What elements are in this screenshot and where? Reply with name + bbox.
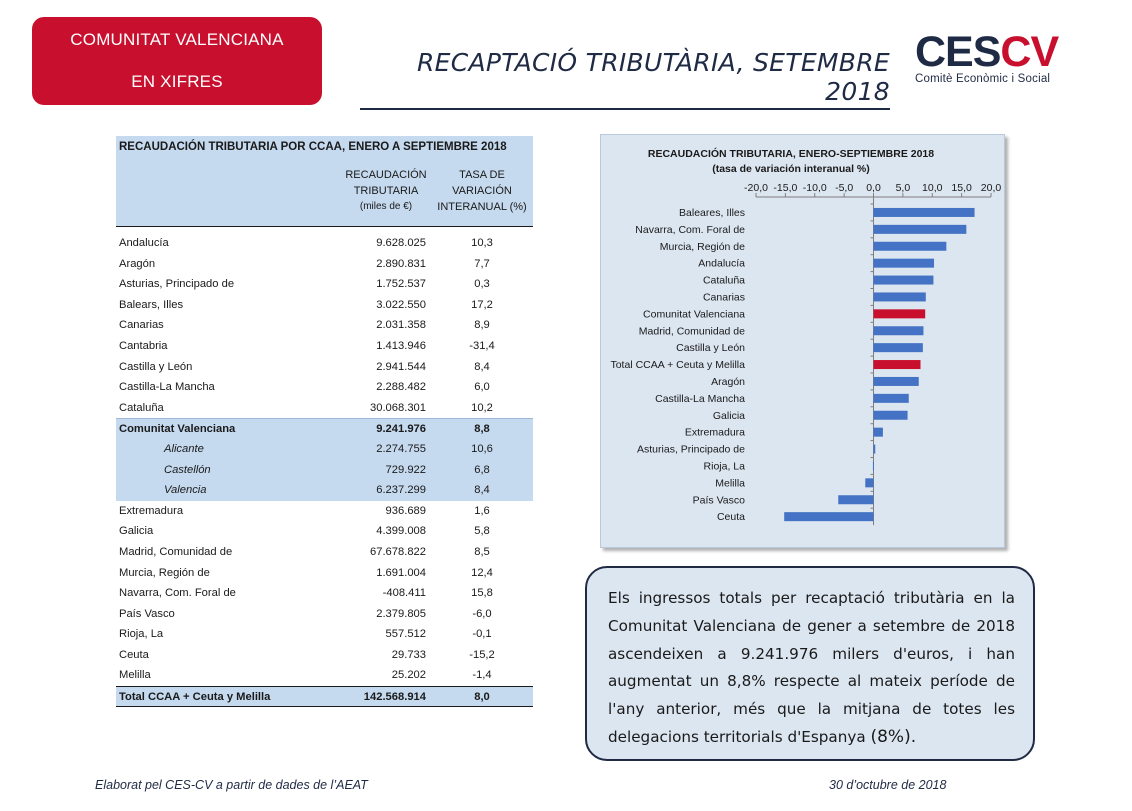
x-tick-label: -20,0 <box>744 182 768 194</box>
logo-ces: CES <box>915 28 1001 76</box>
chart-subtitle: (tasa de variación interanual %) <box>712 163 870 175</box>
table-row <box>116 336 533 357</box>
table-row <box>116 377 533 398</box>
chart-bar <box>874 292 926 301</box>
cell-rate: 8,9 <box>474 319 490 332</box>
category-label: Galicia <box>712 409 745 422</box>
chart-bar <box>874 309 926 318</box>
cell-name: Ceuta <box>119 648 149 661</box>
category-label: Ceuta <box>716 511 745 524</box>
cell-rate: 15,8 <box>471 587 493 600</box>
table-row <box>116 686 533 707</box>
column-header-revenue <box>338 167 434 215</box>
cell-rate: 8,4 <box>474 360 490 373</box>
cell-rate: 6,0 <box>474 381 490 394</box>
column-header-rate <box>434 167 530 215</box>
cell-rate: 7,7 <box>474 257 490 270</box>
cell-rate: 5,8 <box>474 525 490 538</box>
table-row <box>116 563 533 584</box>
table-body <box>116 233 533 707</box>
cell-rate: -31,4 <box>469 339 495 352</box>
cell-rate: 10,6 <box>471 442 493 455</box>
chart-bar <box>874 326 924 335</box>
region-badge <box>32 17 322 105</box>
table-row <box>116 295 533 316</box>
category-label: Andalucía <box>698 257 745 270</box>
cell-name: Galicia <box>119 525 154 538</box>
chart-title: RECAUDACIÓN TRIBUTARIA, ENERO-SEPTIEMBRE 2018 <box>647 148 935 160</box>
x-tick-label: 15,0 <box>951 182 972 194</box>
cell-value: 29.733 <box>391 648 426 661</box>
x-tick-label: -15,0 <box>773 182 798 194</box>
cell-rate: 10,3 <box>471 237 493 249</box>
cell-rate: -6,0 <box>472 607 492 620</box>
cell-name: Madrid, Comunidad de <box>119 545 233 558</box>
cell-name: Castilla-La Mancha <box>119 381 215 394</box>
cell-name: Valencia <box>164 484 207 497</box>
category-label: Aragón <box>711 375 745 388</box>
cell-value: 25.202 <box>391 669 426 682</box>
summary-percent: (8%). <box>870 726 917 747</box>
x-tick-label: 10,0 <box>922 182 943 194</box>
cell-rate: 10,2 <box>471 401 493 414</box>
chart-bar <box>874 276 934 285</box>
table-row <box>116 315 533 336</box>
cell-rate: -1,4 <box>472 669 492 682</box>
chart-bar <box>874 394 909 403</box>
cell-rate: 1,6 <box>474 504 490 517</box>
col1-line1: RECAUDACIÓN <box>345 169 427 181</box>
chart-bar <box>874 242 947 251</box>
rate-chart-svg <box>601 135 1006 549</box>
cell-value: 729.922 <box>385 463 426 476</box>
col2-line2: VARIACIÓN <box>452 185 512 197</box>
cell-value: 2.890.831 <box>376 257 426 270</box>
table-header <box>116 162 533 227</box>
cell-value: 30.068.301 <box>370 401 426 414</box>
chart-bar <box>874 208 975 217</box>
category-label: Asturias, Principado de <box>637 443 745 456</box>
summary-box <box>585 566 1035 761</box>
cell-name: Castellón <box>164 463 211 476</box>
table-row <box>116 357 533 378</box>
cescv-logo <box>915 30 1065 90</box>
chart-bar <box>874 225 967 234</box>
cell-name: Canarias <box>119 319 164 332</box>
x-tick-label: -10,0 <box>802 182 827 194</box>
cell-value: 1.691.004 <box>376 566 426 579</box>
cell-name: Rioja, La <box>119 628 164 641</box>
revenue-table <box>116 136 533 707</box>
table-row <box>116 645 533 666</box>
chart-bar <box>874 259 935 268</box>
cell-value: 2.274.755 <box>376 442 426 455</box>
category-label: País Vasco <box>692 494 745 507</box>
cell-value: 2.031.358 <box>376 319 426 332</box>
footer-source: Elaborat pel CES-CV a partir de dades de l’AEAT <box>95 778 368 792</box>
table-row <box>116 665 533 686</box>
category-label: Baleares, Illes <box>679 206 745 219</box>
chart-bar <box>874 343 923 352</box>
table-row <box>116 398 533 419</box>
cell-rate: 6,8 <box>474 463 490 476</box>
chart-bar <box>838 495 873 504</box>
cell-rate: 0,3 <box>474 278 490 291</box>
cell-rate: 8,0 <box>474 691 490 704</box>
table-row <box>116 521 533 542</box>
cell-rate: -15,2 <box>469 648 495 661</box>
category-label: Murcia, Región de <box>659 240 745 253</box>
x-tick-label: 20,0 <box>980 182 1002 194</box>
table-title: RECAUDACIÓN TRIBUTARIA POR CCAA, ENERO A SEPTIEMBRE 2018 <box>116 136 533 162</box>
category-label: Total CCAA + Ceuta y Melilla <box>610 359 745 372</box>
category-label: Melilla <box>715 477 745 490</box>
table-row <box>116 604 533 625</box>
cell-value: 142.568.914 <box>363 691 426 704</box>
cell-name: País Vasco <box>119 607 175 620</box>
cell-name: Extremadura <box>119 504 184 517</box>
category-label: Rioja, La <box>703 460 745 473</box>
cell-value: 2.379.805 <box>376 607 426 620</box>
cell-rate: -0,1 <box>472 628 492 641</box>
table-row <box>116 439 533 460</box>
footer-date: 30 d’octubre de 2018 <box>829 778 947 792</box>
table-row <box>116 501 533 522</box>
cell-value: -408.411 <box>382 587 426 600</box>
col1-line3: (miles de €) <box>359 201 413 212</box>
category-label: Comunitat Valenciana <box>643 308 745 321</box>
x-tick-label: 5,0 <box>895 182 911 194</box>
cell-name: Comunitat Valenciana <box>119 423 236 436</box>
cell-value: 9.241.976 <box>376 423 426 436</box>
cell-value: 2.941.544 <box>376 360 426 373</box>
cell-value: 4.399.008 <box>376 525 426 538</box>
category-label: Navarra, Com. Foral de <box>635 223 745 236</box>
chart-bar <box>874 428 883 437</box>
cell-name: Asturias, Principado de <box>119 278 235 291</box>
table-row <box>116 542 533 563</box>
table-row <box>116 233 533 254</box>
category-label: Extremadura <box>684 426 745 439</box>
table-row <box>116 460 533 481</box>
table-row <box>116 583 533 604</box>
logo-subtitle: Comitè Econòmic i Social <box>915 73 1051 85</box>
table-row <box>116 624 533 645</box>
table-row <box>116 254 533 275</box>
col2-line1: TASA DE <box>459 169 505 181</box>
cell-name: Cantabria <box>119 339 168 352</box>
cell-value: 557.512 <box>385 628 426 641</box>
cell-name: Balears, Illes <box>119 298 184 311</box>
col2-line3: INTERANUAL (%) <box>437 201 527 213</box>
cell-rate: 8,8 <box>474 423 490 436</box>
table-row <box>116 480 533 501</box>
page-title: RECAPTACIÓ TRIBUTÀRIA, SETEMBRE 2018 <box>360 48 890 110</box>
cell-value: 6.237.299 <box>376 484 426 497</box>
x-tick-label: 0,0 <box>866 182 881 194</box>
cell-name: Melilla <box>119 669 151 682</box>
cell-value: 2.288.482 <box>376 381 426 394</box>
cell-rate: 17,2 <box>471 298 493 311</box>
cell-value: 1.413.946 <box>376 339 426 352</box>
cell-value: 3.022.550 <box>376 298 426 311</box>
chart-bar <box>874 360 921 369</box>
category-label: Canarias <box>702 291 745 304</box>
chart-bar <box>873 461 874 470</box>
cell-name: Alicante <box>164 442 204 455</box>
cell-rate: 12,4 <box>471 566 493 579</box>
col1-line2: TRIBUTARIA <box>353 185 419 197</box>
cell-name: Navarra, Com. Foral de <box>119 587 236 600</box>
logo-cv: CV <box>1000 28 1059 76</box>
table-row <box>116 274 533 295</box>
category-label: Cataluña <box>702 274 745 287</box>
chart-bar <box>865 478 873 487</box>
summary-text: Els ingressos totals per recaptació tributària en la Comunitat Valenciana de gener a setembre de 2018 ascendeixen a 9.241.976 milers d'euros, i han augmentat un 8,8% respecte al mateix període de l'any anterior, més que la mitjana de totes les delegacions territorials d'Espanya <box>608 589 1015 746</box>
logo-wordmark <box>915 30 1065 74</box>
chart-bar <box>874 377 919 386</box>
cell-value: 9.628.025 <box>376 237 426 249</box>
category-label: Castilla-La Mancha <box>655 392 745 405</box>
chart-bar <box>874 445 876 454</box>
cell-name: Andalucía <box>119 237 169 249</box>
cell-name: Murcia, Región de <box>119 566 210 579</box>
badge-line-2: EN XIFRES <box>131 72 223 91</box>
cell-rate: 8,4 <box>474 484 490 497</box>
cell-value: 936.689 <box>385 504 426 517</box>
rate-chart <box>600 134 1005 548</box>
cell-rate: 8,5 <box>474 545 490 558</box>
cell-value: 67.678.822 <box>370 545 426 558</box>
table-row <box>116 418 533 439</box>
x-tick-label: -5,0 <box>835 182 854 194</box>
cell-value: 1.752.537 <box>376 278 426 291</box>
chart-bar <box>784 512 873 521</box>
cell-name: Aragón <box>119 257 156 270</box>
category-label: Castilla y León <box>676 342 745 355</box>
cell-name: Total CCAA + Ceuta y Melilla <box>119 691 271 704</box>
cell-name: Castilla y León <box>119 360 193 373</box>
cell-name: Cataluña <box>119 401 164 414</box>
chart-bar <box>874 411 908 420</box>
category-label: Madrid, Comunidad de <box>638 325 745 338</box>
badge-line-1: COMUNITAT VALENCIANA <box>70 30 284 49</box>
